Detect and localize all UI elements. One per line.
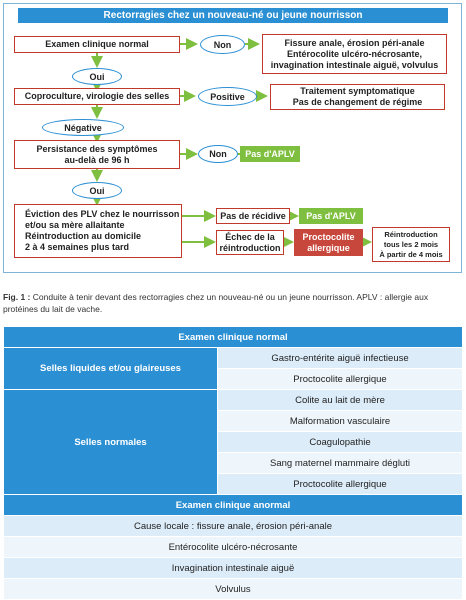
causes-line-3: invagination intestinale aiguë, volvulus	[270, 59, 439, 70]
box-proctocolite	[294, 229, 363, 256]
causes-line-1: Fissure anale, érosion péri-anale	[284, 37, 425, 48]
table-header-normal: Examen clinique normal	[4, 327, 463, 348]
oval-oui-2: Oui	[72, 182, 122, 199]
traitement-line-2: Pas de changement de régime	[292, 97, 423, 107]
box-pas-de-recidive: Pas de récidive	[216, 208, 290, 224]
step-eviction	[14, 204, 182, 258]
oval-non-1: Non	[200, 35, 245, 54]
flowchart-title: Rectorragies chez un nouveau-né ou jeune nourrisson	[18, 8, 448, 23]
proctocolite-line-1: Proctocolite	[302, 231, 355, 242]
box-reintroduction	[372, 227, 450, 262]
table-cell: Proctocolite allergique	[218, 369, 463, 390]
table-cell: Gastro-entérite aiguë infectieuse	[218, 348, 463, 369]
reintro-line-3: À partir de 4 mois	[379, 249, 443, 259]
echec-line-1: Échec de la	[225, 231, 275, 242]
table-cell: Cause locale : fissure anale, érosion péri-anale	[4, 516, 463, 537]
table-cell: Proctocolite allergique	[218, 474, 463, 495]
figure-caption	[3, 291, 463, 315]
table-cell: Malformation vasculaire	[218, 411, 463, 432]
box-pas-aplv-2: Pas d'APLV	[299, 208, 363, 224]
reintro-line-1: Réintroduction	[384, 229, 438, 239]
table-cell: Sang maternel mammaire dégluti	[218, 453, 463, 474]
step-coproculture: Coproculture, virologie des selles	[14, 88, 180, 105]
eviction-line-2: et/ou sa mère allaitante	[25, 220, 125, 230]
proctocolite-line-2: allergique	[307, 242, 350, 253]
step-exam: Examen clinique normal	[14, 36, 180, 53]
table-cell: Coagulopathie	[218, 432, 463, 453]
echec-line-2: réintroduction	[219, 242, 281, 253]
table-cell: Colite au lait de mère	[218, 390, 463, 411]
eviction-line-4: 2 à 4 semaines plus tard	[25, 242, 130, 252]
persistance-line-1: Persistance des symptômes	[36, 143, 158, 154]
box-echec	[216, 230, 284, 255]
eviction-line-1: Éviction des PLV chez le nourrisson	[25, 209, 180, 219]
caption-text: Conduite à tenir devant des rectorragies chez un nouveau-né ou un jeune nourrisson. APLV : allergie aux protéines du lait de vache.	[3, 292, 429, 314]
oval-non-2: Non	[198, 145, 238, 163]
step-persistance	[14, 140, 180, 169]
oval-oui-1: Oui	[72, 68, 122, 85]
oval-positive: Positive	[198, 87, 257, 106]
group-label-normales: Selles normales	[4, 390, 218, 495]
table-header-abnormal: Examen clinique anormal	[4, 495, 463, 516]
traitement-line-1: Traitement symptomatique	[300, 86, 415, 96]
table-cell: Volvulus	[4, 579, 463, 600]
table-cell: Invagination intestinale aiguë	[4, 558, 463, 579]
box-causes	[262, 34, 447, 74]
box-traitement	[270, 84, 445, 110]
reintro-line-2: tous les 2 mois	[383, 239, 439, 249]
oval-negative: Négative	[42, 119, 124, 136]
group-label-liquides: Selles liquides et/ou glaireuses	[4, 348, 218, 390]
persistance-line-2: au-delà de 96 h	[64, 154, 130, 165]
table-cell: Entérocolite ulcéro-nécrosante	[4, 537, 463, 558]
caption-label: Fig. 1 :	[3, 292, 31, 302]
box-pas-aplv-1: Pas d'APLV	[240, 146, 300, 162]
causes-line-2: Entérocolite ulcéro-nécrosante,	[286, 48, 423, 59]
differential-table	[3, 326, 463, 600]
eviction-line-3: Réintroduction au domicile	[25, 231, 142, 241]
